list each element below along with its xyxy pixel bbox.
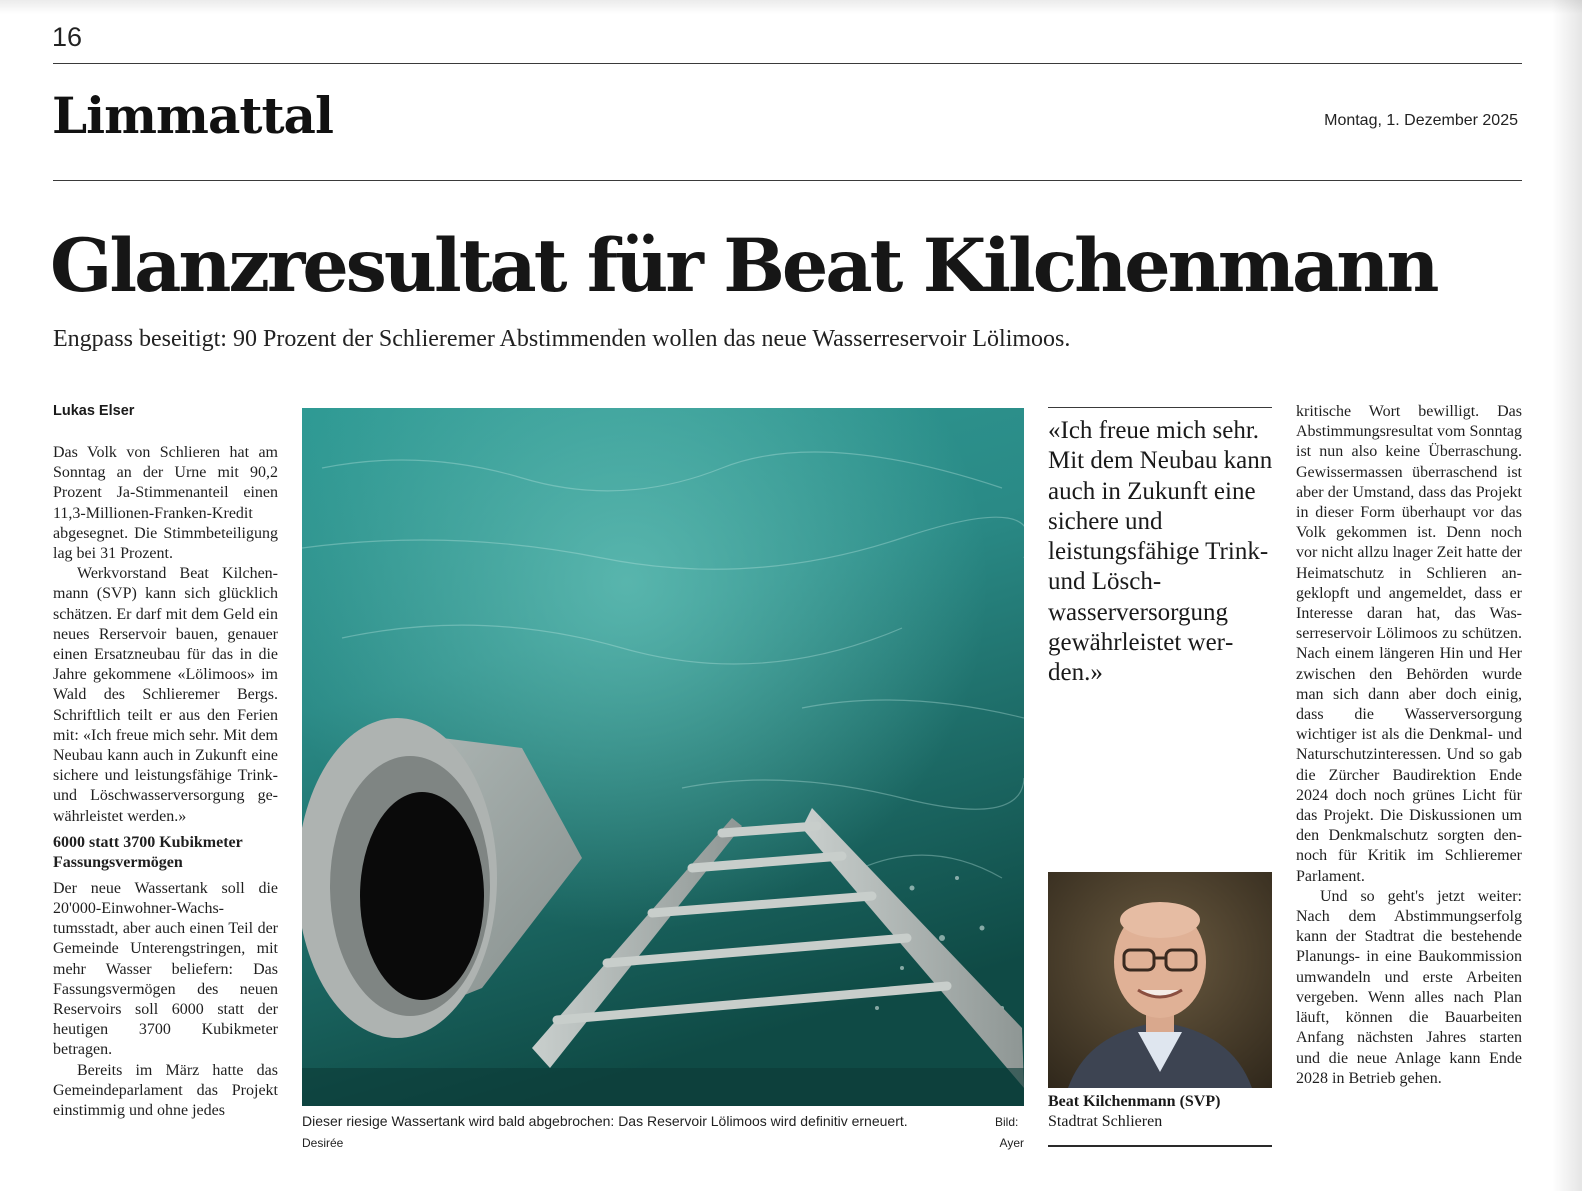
article-column-1 [53,443,278,1121]
water-tank-ladder-image [302,408,1024,1106]
page-shadow-top [0,0,1582,14]
paragraph: Bereits im März hatte das Gemeindeparlament das Projekt einstimmig und ohne jedes [53,1061,278,1120]
reservoir-photo [302,408,1024,1106]
caption-text: Dieser riesige Wassertank wird bald abgebrochen: Das Reservoir Lölimoos wird definitiv erneuert. [302,1113,908,1129]
photo-credit-last: Ayer [999,1136,1024,1150]
portrait-name: Beat Kilchenmann (SVP) [1048,1093,1221,1110]
photo-credit-label: Bild: [995,1115,1019,1129]
page-shadow-right [1552,0,1582,1191]
issue-date: Montag, 1. Dezember 2025 [1324,112,1518,129]
portrait-role: Stadtrat Schlieren [1048,1113,1163,1130]
quote-rule [1048,407,1272,408]
portrait-photo [1048,872,1272,1088]
portrait-image [1048,872,1272,1088]
paragraph: kritische Wort bewilligt. Das Abstimmungsresultat vom Sonntag ist nun also keine Überraschung. Gewissermassen überraschend ist aber der Umstand, dass das Projekt in dieser Form überhaupt vor das Volk gekommen ist. Denn noch vor nicht allzu lnager Zeit hatte der Heimatschutz in Schlieren angeklopft und angemeldet, dass er Interesse daran hat, das Wasserreservoir Lölimoos zu schützen. Nach einem längeren Hin und Her zwischen den Behörden wurde man sich dann aber doch einig, dass die Wasserversorgung wichtiger ist als die Denkmal- und Naturschutzinteressen. Und so gab die Zürcher Baudirektion Ende 2024 doch noch grünes Licht für das Projekt. Die Diskussionen um den Denkmalschutz sorgten dennoch für Kritik im Schlieremer Parlament. [1296,403,1522,885]
section-rule [53,180,1522,181]
paragraph: Das Volk von Schlieren hat am Sonntag an der Urne mit 90,2 Prozent Ja-Stimmenanteil einen 11,3-Millionen-Franken-Kredit abgesegnet. Die Stimmbeteiligung lag bei 31 Prozent. [53,444,278,563]
article-column-4 [1296,402,1522,1089]
paragraph: Der neue Wassertank soll die 20'000-Einwohner-Wachstumsstadt, aber auch einen Teil der Gemeinde Unterengstringen, mit mehr Wasser beliefern: Das Fassungsvermögen des neuen Reservoirs soll 6000 statt der heutigen 3700 Kubikmeter betragen. [53,879,278,1059]
paragraph: Werkvorstand Beat Kilchenmann (SVP) kann sich glücklich schätzen. Er darf mit dem Geld ein neues Rerservoir bauen, genauer einen Ersatzneubau für das in die Jahre gekommene «Lölimoos» im Wald des Schlieremer Bergs. Schriftlich teilt er aus den Ferien mit: «Ich freue mich sehr. Mit dem Neubau kann auch in Zukunft eine sichere und leistungsfähige Trink- und Löschwasserversorgung gewährleistet werden.» [53,565,278,825]
pull-quote: «Ich freue mich sehr. Mit dem Neubau kann auch in Zukunft eine sichere und leistungsfähige Trink- und Löschwasserversorgung gewährleistet werden.» [1048,417,1273,687]
section-title: Limmattal [52,86,333,145]
page-number: 16 [52,22,83,52]
subheading: 6000 statt 3700 Kubikmeter Fassungsvermögen [53,833,243,871]
lead-text: Engpass beseitigt: 90 Prozent der Schlieremer Abstimmenden wollen das neue Wasserreservoir Lölimoos. [53,326,1071,352]
author-byline: Lukas Elser [53,403,135,419]
photo-credit-first: Desirée [302,1136,344,1150]
top-rule [53,63,1522,64]
paragraph: Und so geht's jetzt weiter: Nach dem Abstimmungserfolg kann der Stadtrat die bestehende Planungs- in eine Baukommission umwandeln und erste Arbeiten vergeben. Wenn alles nach Plan läuft, können die Bauarbeiten Anfang nächsten Jahres starten und die neue Anlage kann Ende 2028 in Betrieb gehen. [1296,887,1522,1087]
portrait-rule [1048,1145,1272,1147]
headline: Glanzresultat für Beat Kilchenmann [50,223,1437,309]
